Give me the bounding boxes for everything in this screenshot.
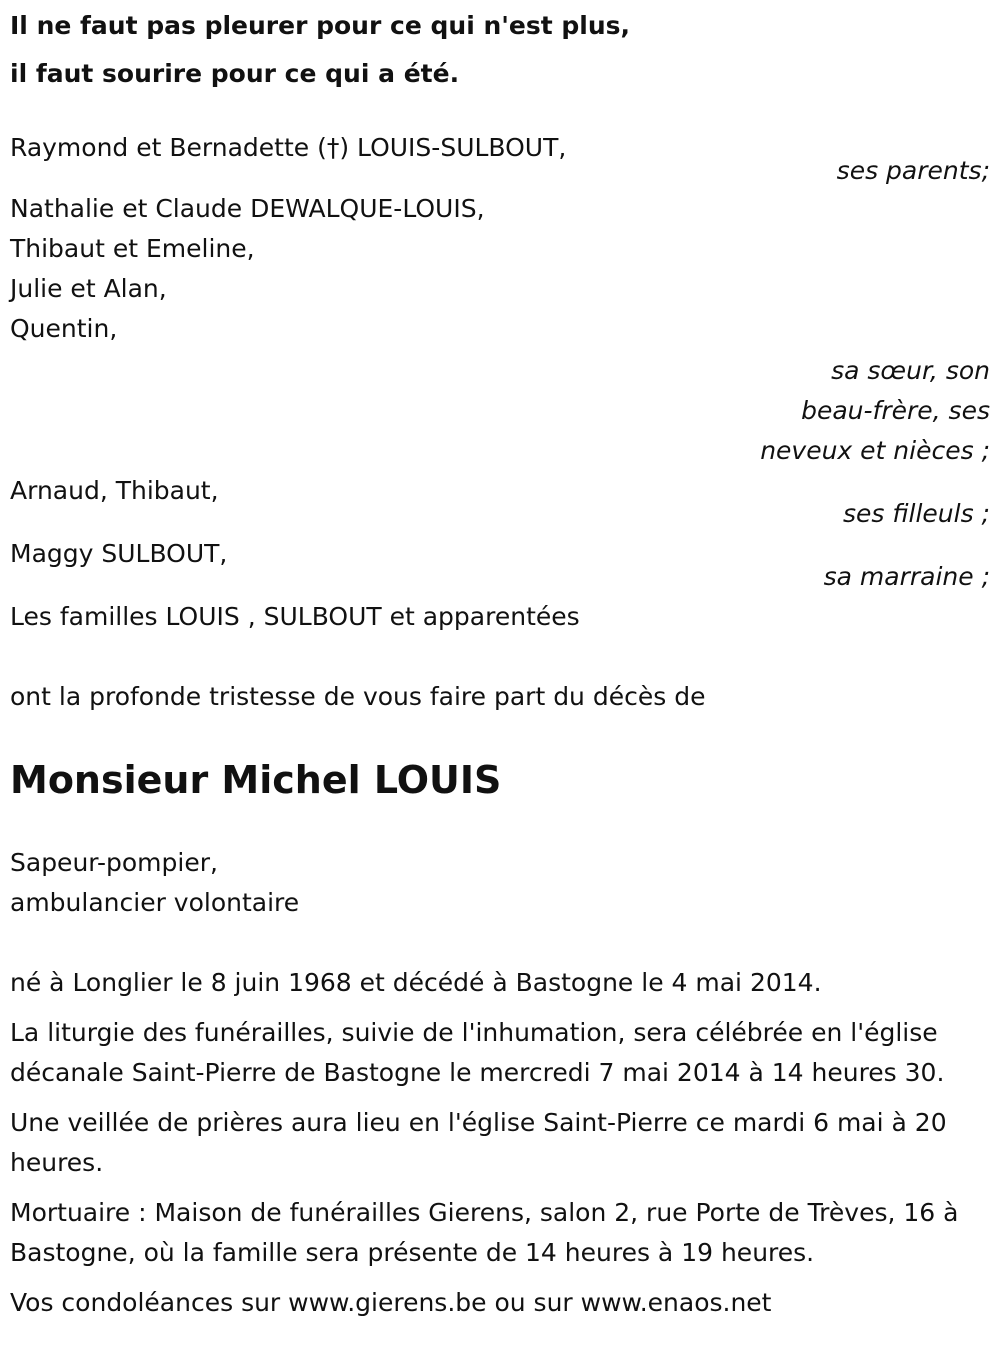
liturgy-paragraph: La liturgie des funérailles, suivie de l'inhumation, sera célébrée en l'église décanale Saint-Pierre de Bastogne le mercredi 7 mai 2014 à 14 heures 30. [10, 1018, 945, 1087]
parents-role: ses parents; [836, 156, 990, 185]
obituary-page [0, 2, 1000, 1370]
sister-family-group [10, 189, 990, 349]
deceased-name: Monsieur Michel LOUIS [10, 758, 502, 802]
godchildren-role: ses filleuls ; [843, 499, 990, 528]
occupation-line: Sapeur-pompier, [10, 848, 218, 877]
quote-line-2: il faut sourire pour ce qui a été. [10, 59, 460, 88]
birth-death: né à Longlier le 8 juin 1968 et décédé à Bastogne le 4 mai 2014. [10, 968, 822, 997]
occupation-line: ambulancier volontaire [10, 888, 300, 917]
godchildren-names: Arnaud, Thibaut, [10, 476, 219, 505]
sister-line: Julie et Alan, [10, 274, 167, 303]
opening-quote [10, 2, 990, 98]
godmother-name: Maggy SULBOUT, [10, 539, 228, 568]
vigil-paragraph: Une veillée de prières aura lieu en l'église Saint-Pierre ce mardi 6 mai à 20 heures. [10, 1108, 947, 1177]
mortuary-paragraph: Mortuaire : Maison de funérailles Gierens, salon 2, rue Porte de Trèves, 16 à Bastogne, où la famille sera présente de 14 heures à 19 heures. [10, 1198, 959, 1267]
godmother-role: sa marraine ; [823, 562, 990, 591]
condolences-line: Vos condoléances sur www.gierens.be ou sur www.enaos.net [10, 1288, 772, 1317]
sister-line: Quentin, [10, 314, 118, 343]
sister-role [10, 351, 990, 471]
sister-role-line: neveux et nièces ; [760, 436, 990, 465]
occupation [10, 843, 990, 923]
sister-role-line: sa sœur, son [831, 356, 990, 385]
sister-role-line: beau-frère, ses [801, 396, 990, 425]
announcement-text: ont la profonde tristesse de vous faire part du décès de [10, 682, 706, 711]
parents-names: Raymond et Bernadette (†) LOUIS-SULBOUT, [10, 133, 567, 162]
family-section [10, 128, 990, 637]
quote-line-1: Il ne faut pas pleurer pour ce qui n'est plus, [10, 11, 631, 40]
sister-line: Nathalie et Claude DEWALQUE-LOUIS, [10, 194, 485, 223]
families-line: Les familles LOUIS , SULBOUT et apparentées [10, 602, 580, 631]
sister-line: Thibaut et Emeline, [10, 234, 255, 263]
